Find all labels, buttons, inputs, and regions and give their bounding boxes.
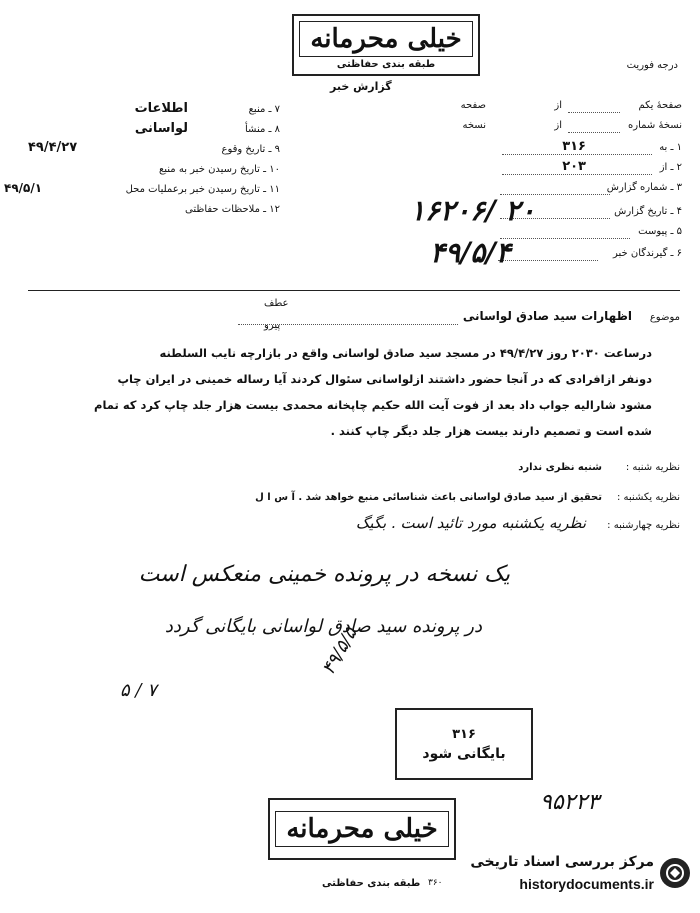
- field-label-to: ۱ ـ به: [659, 142, 682, 153]
- archive-stamp-number: ۳۱۶: [452, 726, 476, 742]
- field-label-origin: ۸ ـ منشأ: [244, 124, 280, 135]
- body-line: درساعت ۲۰۳۰ روز ۴۹/۴/۲۷ در مسجد سید صادق لواسانی واقع در بازارچه نایب السلطنه: [159, 346, 652, 360]
- field-value-origin: لواسانی: [134, 121, 188, 136]
- top-security-stamp: [292, 14, 480, 76]
- copy-row-label: نسخهٔ شماره: [628, 120, 682, 131]
- bottom-security-stamp: [268, 798, 456, 860]
- top-stamp-classification: خیلی محرمانه: [299, 21, 472, 57]
- attachment-dots: [500, 238, 630, 239]
- page-row-label: صفحهٔ یکم: [638, 100, 682, 111]
- field-label-source: ۷ ـ منبع: [248, 104, 280, 115]
- followup-label: پیرو: [264, 320, 281, 331]
- reference-label: عطف: [264, 298, 289, 309]
- recipients-dots: [498, 260, 598, 261]
- opinion-sunday-label: نظریه یکشنبه :: [617, 492, 680, 503]
- field-value-source: اطلاعات: [134, 101, 188, 116]
- watermark: [428, 852, 690, 900]
- opinion-saturday-label: نظریه شنبه :: [625, 462, 680, 473]
- field-label-report-number: ۳ ـ شماره گزارش: [606, 182, 682, 193]
- handwritten-note-line2: در پرونده سید صادق لواسانی بایگانی گردد: [164, 616, 482, 637]
- field-value-to: ۳۱۶: [562, 139, 586, 154]
- handwritten-note-number: ۵ / ۷: [120, 680, 157, 701]
- watermark-title: مرکز بررسی اسناد تاریخی: [470, 854, 654, 870]
- handwritten-note-line1: یک نسخه در پرونده خمینی منعکس است: [138, 562, 510, 587]
- field-value-occurrence-date: ۴۹/۴/۲۷: [28, 140, 78, 155]
- opinion-wednesday-text: نظریه یکشنبه مورد تائید است . بگیگ: [355, 514, 586, 532]
- handwritten-document-number: ۹۵۲۲۳: [540, 790, 600, 815]
- header-separator: [28, 290, 680, 291]
- bottom-stamp-subtitle: طبقه بندی حفاظتی: [322, 878, 421, 889]
- copy-row-unit: نسخه: [462, 120, 486, 131]
- archive-stamp: [395, 708, 533, 780]
- field-label-from: ۲ ـ از: [659, 162, 682, 173]
- report-body: [28, 346, 652, 456]
- field-label-receipt-date: ۱۰ ـ تاریخ رسیدن خبر به منبع: [158, 164, 280, 175]
- page-row-of: از: [554, 100, 562, 111]
- page-row-dots: [568, 112, 620, 113]
- field-label-attachment: ۵ ـ پیوست: [638, 226, 682, 237]
- body-line: مشود شارالیه جواب داد بعد از فوت آیت الله حکیم چاپخانه محمدی بیست هزار جلد چاپ کرد که تمام: [94, 398, 652, 412]
- priority-label: درجه فوریت: [626, 60, 678, 71]
- body-line: شده است و تصمیم دارند بیست هزار جلد دیگر چاپ کنند .: [330, 424, 652, 438]
- bottom-stamp-classification: خیلی محرمانه: [275, 811, 448, 847]
- top-stamp-subtitle: طبقه بندی حفاظتی: [336, 58, 436, 70]
- left-fields: [4, 101, 280, 222]
- field-value-ops-date: ۴۹/۵/۱: [4, 181, 43, 195]
- body-line: دونفر ازافرادی که در آنجا حضور داشتند ازلواسانی سئوال کردند آیا رساله خمینی در ایران چاپ: [117, 372, 652, 386]
- watermark-page-ref: ۳۶۰: [428, 878, 443, 888]
- field-label-security-notes: ۱۲ ـ ملاحظات حفاظتی: [185, 204, 280, 215]
- archive-stamp-text: بایگانی شود: [422, 745, 506, 762]
- report-title: گزارش خبر: [330, 80, 392, 93]
- field-label-ops-date: ۱۱ ـ تاریخ رسیدن خبر برعملیات محل: [125, 184, 280, 195]
- watermark-url: historydocuments.ir: [519, 876, 654, 892]
- to-row-dots: [502, 154, 652, 155]
- opinion-wednesday-label: نظریه چهارشنبه :: [607, 520, 680, 531]
- subject-text: اظهارات سید صادق لواسانی: [462, 309, 632, 323]
- opinion-sunday-text: تحقیق از سید صادق لواسانی باعث شناسائی منبع خواهد شد . آ س ا ل: [255, 492, 602, 503]
- field-value-from: ۲۰۳: [562, 159, 586, 174]
- opinion-saturday-text: شنبه نظری ندارد: [518, 462, 602, 473]
- subject-row: [28, 298, 680, 334]
- subject-label: موضوع: [649, 312, 680, 323]
- copy-row-of: از: [554, 120, 562, 131]
- field-label-report-date: ۴ ـ تاریخ گزارش: [614, 206, 682, 217]
- handwritten-report-number: ۱۶۲۰۶/ ۲۰: [410, 194, 536, 227]
- opinions-block: [28, 462, 680, 552]
- copy-row-dots: [568, 132, 620, 133]
- archive-logo-icon: [660, 858, 690, 888]
- field-label-occurrence-date: ۹ ـ تاریخ وقوع: [221, 144, 280, 155]
- handwritten-note-date: ۴۹/۵/۵: [318, 623, 362, 679]
- from-row-dots: [502, 174, 652, 175]
- field-label-recipients: ۶ ـ گیرندگان خبر: [612, 248, 682, 259]
- handwritten-report-date: ۴۹/۵/۴: [430, 236, 511, 269]
- page-row-unit: صفحه: [460, 100, 486, 111]
